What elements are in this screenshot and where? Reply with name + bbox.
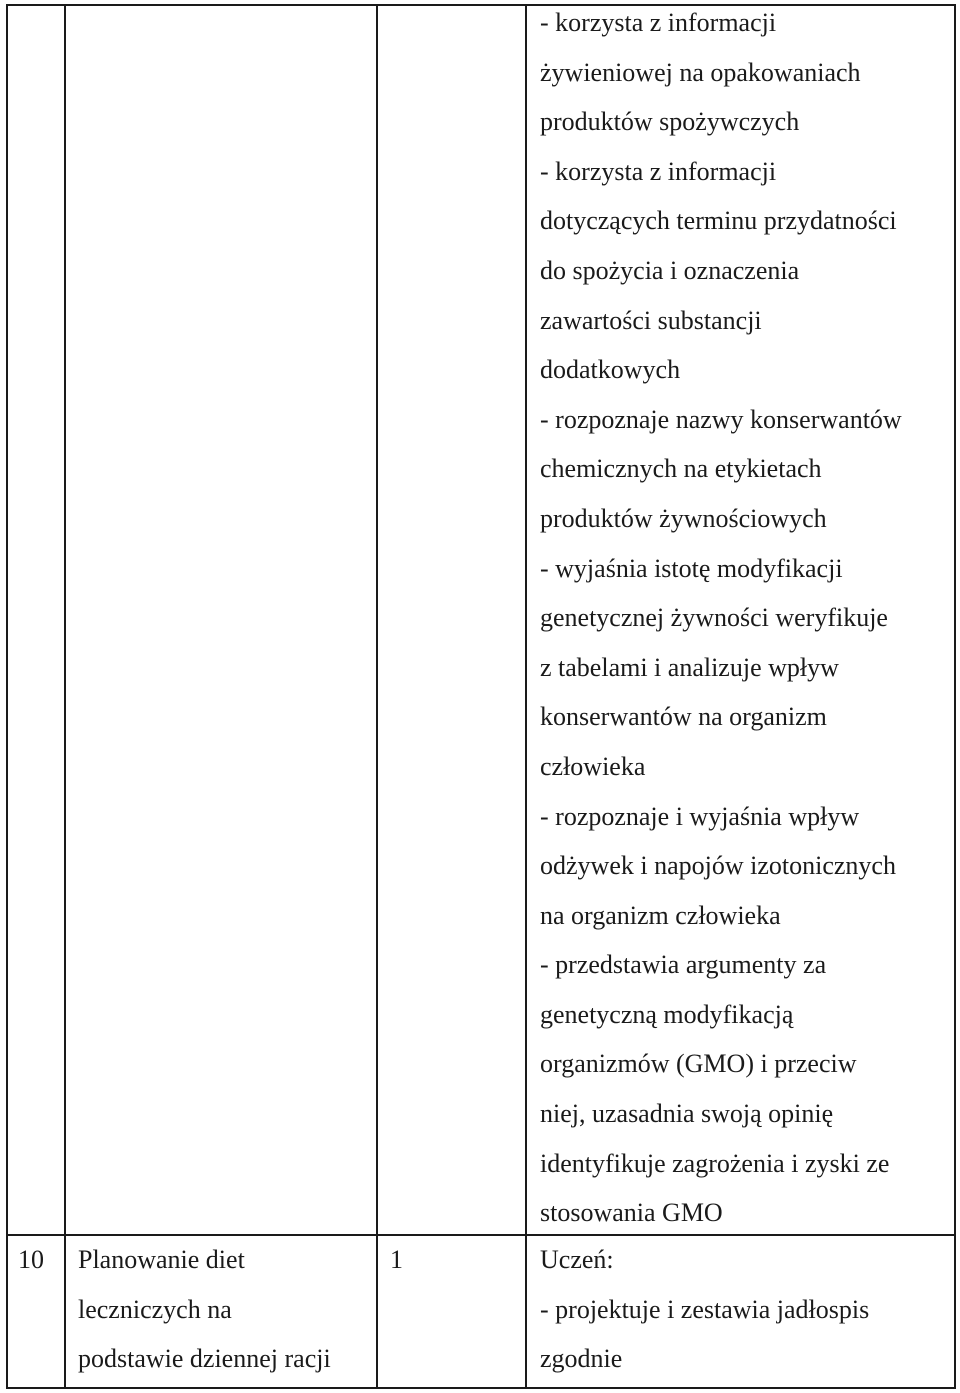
row2-number: 10: [18, 1245, 44, 1274]
table-border-bottom: [6, 1387, 956, 1389]
outcome-line: - przedstawia argumenty za: [540, 950, 827, 980]
outcome-line: stosowania GMO: [540, 1198, 723, 1228]
outcome-line: chemicznych na etykietach: [540, 454, 822, 484]
outcome-line: - rozpoznaje i wyjaśnia wpływ: [540, 801, 860, 831]
column-divider: [376, 4, 378, 1389]
outcome-line: konserwantów na organizm: [540, 702, 827, 732]
outcome-line: zawartości substancji: [540, 305, 762, 335]
outcome-line: dotyczących terminu przydatności: [540, 206, 897, 236]
outcome-line: - wyjaśnia istotę modyfikacji: [540, 553, 843, 583]
table-border-right: [954, 4, 956, 1389]
outcome-line: do spożycia i oznaczenia: [540, 255, 800, 285]
outcome-line: Uczeń:: [540, 1245, 614, 1274]
outcome-line: dodatkowych: [540, 355, 681, 385]
column-divider: [525, 4, 527, 1389]
outcome-line: produktów żywnościowych: [540, 503, 827, 533]
row2-outcomes-cell: [540, 1235, 869, 1384]
outcome-line: identyfikuje zagrożenia i zyski ze: [540, 1148, 890, 1178]
outcome-line: - korzysta z informacji: [540, 8, 777, 37]
topic-line: leczniczych na: [78, 1294, 232, 1324]
topic-line: Planowanie diet: [78, 1245, 245, 1274]
outcome-line: odżywek i napojów izotonicznych: [540, 851, 896, 881]
column-divider: [64, 4, 66, 1389]
outcome-line: - rozpoznaje nazwy konserwantów: [540, 404, 902, 434]
outcome-line: genetycznej żywności weryfikuje: [540, 603, 888, 633]
topic-line: podstawie dziennej racji: [78, 1344, 331, 1374]
row2-topic-cell: [78, 1235, 331, 1384]
outcome-line: z tabelami i analizuje wpływ: [540, 652, 839, 682]
row2-hours-cell: [390, 1235, 403, 1285]
row1-outcomes-cell: [540, 0, 902, 1238]
outcome-line: genetyczną modyfikacją: [540, 999, 794, 1029]
outcome-line: niej, uzasadnia swoją opinię: [540, 1099, 834, 1129]
table-border-left: [6, 4, 8, 1389]
outcome-line: zgodnie: [540, 1344, 623, 1374]
row2-hours: 1: [390, 1245, 403, 1274]
row2-number-cell: [18, 1235, 44, 1285]
outcome-line: organizmów (GMO) i przeciw: [540, 1049, 857, 1079]
outcome-line: człowieka: [540, 751, 646, 781]
outcome-line: produktów spożywczych: [540, 107, 800, 137]
outcome-line: - korzysta z informacji: [540, 156, 777, 186]
outcome-line: na organizm człowieka: [540, 900, 781, 930]
outcome-line: - projektuje i zestawia jadłospis: [540, 1294, 870, 1324]
outcome-line: żywieniowej na opakowaniach: [540, 57, 861, 87]
